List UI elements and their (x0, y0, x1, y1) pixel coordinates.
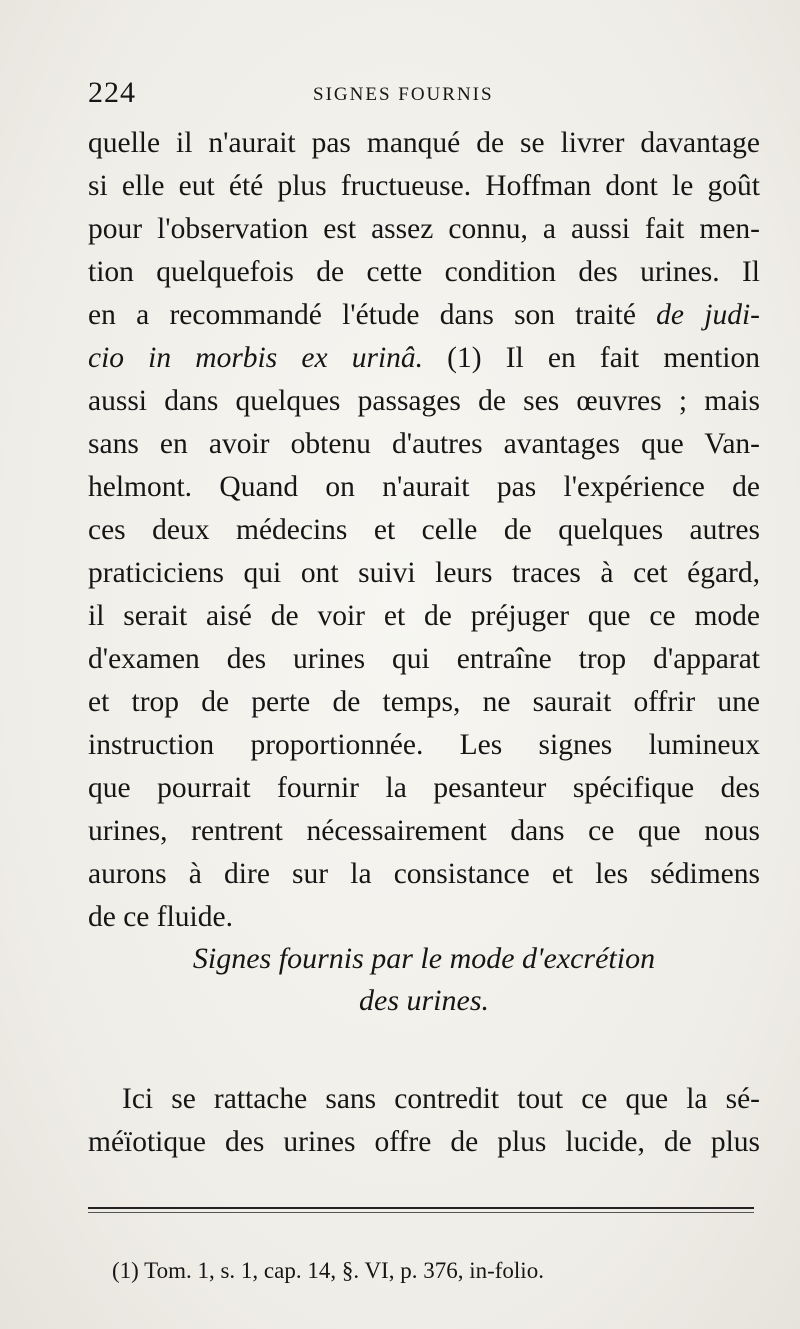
text-line: Ici se rattache sans contredit tout ce que la sé- (122, 1083, 760, 1115)
latin-title-part: de judi- (656, 299, 760, 331)
page-header (88, 76, 760, 116)
running-head: SIGNES FOURNIS (313, 84, 494, 105)
footnote-reference: (1) Il en fait mention (447, 342, 760, 374)
text-line (88, 294, 760, 337)
text-line: d'examen des urines qui entraîne trop d'apparat (88, 643, 760, 675)
text-line: pour l'observation est assez connu, a aussi fait men- (88, 213, 760, 245)
text-line: si elle eut été plus fructueuse. Hoffman dont le goût (88, 170, 760, 202)
text-line: et trop de perte de temps, ne saurait offrir une (88, 686, 760, 718)
text-segment: en a recommandé l'étude dans son traité (88, 299, 636, 331)
page-number: 224 (88, 76, 136, 109)
text-line: sans en avoir obtenu d'autres avantages que Van- (88, 428, 760, 460)
footnote: (1) Tom. 1, s. 1, cap. 14, §. VI, p. 376, in-folio. (112, 1258, 544, 1283)
section-heading (88, 938, 760, 1022)
text-line: praticiciens qui ont suivi leurs traces à cet égard, (88, 557, 760, 589)
section-heading-line: des urines. (359, 984, 489, 1017)
text-line: il serait aisé de voir et de préjuger que ce mode (88, 600, 760, 632)
text-line: aussi dans quelques passages de ses œuvres ; mais (88, 385, 760, 417)
text-line: aurons à dire sur la consistance et les sédimens (88, 858, 760, 890)
text-line: que pourrait fournir la pesanteur spécifique des (88, 772, 760, 804)
text-line: de ce fluide. (88, 901, 233, 933)
second-paragraph (88, 1078, 760, 1164)
section-heading-line: Signes fournis par le mode d'excrétion (192, 942, 656, 975)
text-line (88, 337, 760, 380)
main-paragraph (88, 122, 760, 939)
footnote-separator (88, 1207, 754, 1209)
text-line: urines, rentrent nécessairement dans ce que nous (88, 815, 760, 847)
text-line: ces deux médecins et celle de quelques autres (88, 514, 760, 546)
text-line: helmont. Quand on n'aurait pas l'expérience de (88, 471, 760, 503)
text-line: tion quelquefois de cette condition des urines. Il (88, 256, 760, 288)
text-line: méïotique des urines offre de plus lucide, de plus (88, 1126, 760, 1158)
latin-title-part: cio in morbis ex urinâ. (88, 342, 424, 374)
text-line: instruction proportionnée. Les signes lumineux (88, 729, 760, 761)
text-line: quelle il n'aurait pas manqué de se livrer davantage (88, 127, 760, 159)
